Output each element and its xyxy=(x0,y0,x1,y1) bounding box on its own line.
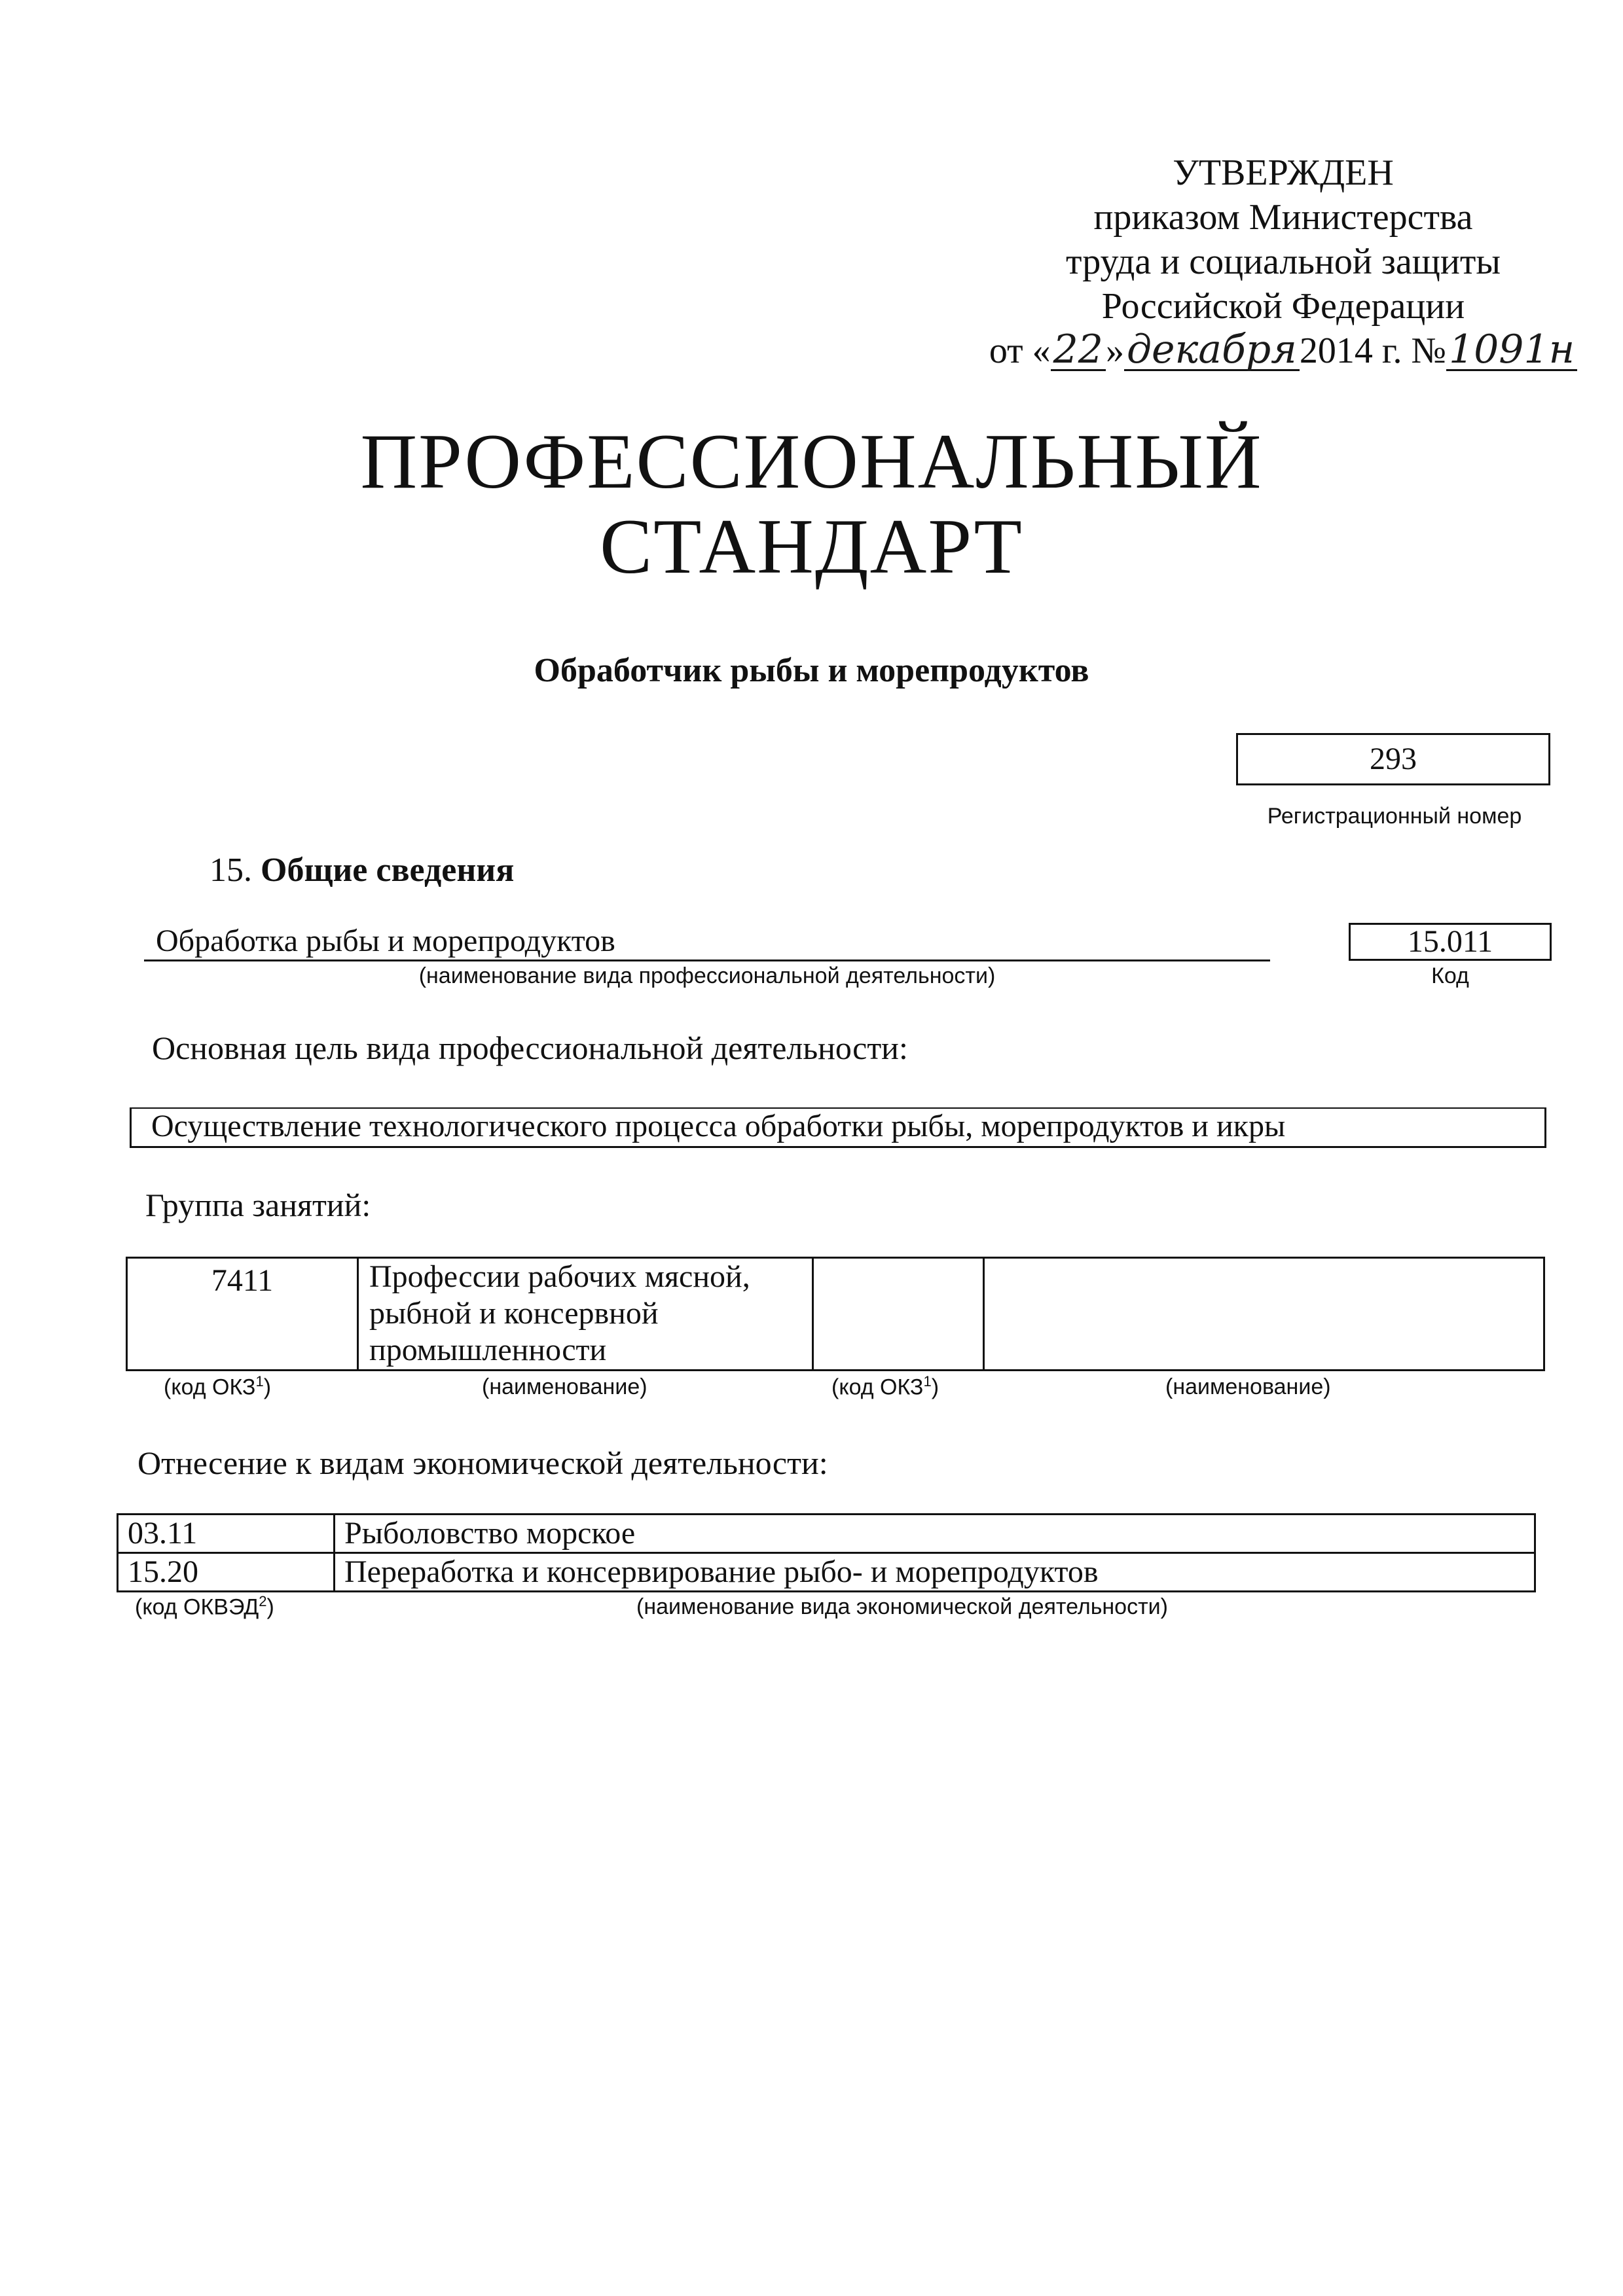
registration-number-caption: Регистрационный номер xyxy=(1267,804,1522,829)
occupation-name-cell-2 xyxy=(984,1258,1544,1371)
order-year: 2014 г. № xyxy=(1299,331,1446,371)
order-line xyxy=(969,329,1597,373)
okz-code-caption-1: (код ОКЗ$^1$) xyxy=(164,1373,272,1400)
okved-name-caption: (наименование вида экономической деятельности) xyxy=(636,1594,1168,1619)
okved-code-caption: (код ОКВЭД$^2$) xyxy=(135,1593,274,1620)
activity-name: Обработка рыбы и морепродуктов xyxy=(144,923,1270,961)
activity-code-box: 15.011 xyxy=(1349,923,1552,961)
approval-heading: УТВЕРЖДЕН xyxy=(1173,152,1394,193)
okved-name-cell: Переработка и консервирование рыбо- и морепродуктов xyxy=(335,1553,1535,1592)
order-month-handwritten: декабря xyxy=(1124,330,1300,371)
order-close-quote: » xyxy=(1105,331,1124,371)
order-number-handwritten: 1091н xyxy=(1446,330,1577,371)
document-title-line-1: ПРОФЕССИОНАЛЬНЫЙ xyxy=(360,418,1263,505)
activity-name-caption: (наименование вида профессиональной деятельности) xyxy=(418,963,996,988)
okved-row xyxy=(118,1553,1535,1592)
goal-label: Основная цель вида профессиональной деятельности: xyxy=(152,1030,908,1066)
approval-block xyxy=(969,151,1597,373)
approval-line-3: труда и социальной защиты xyxy=(1066,242,1501,282)
section-heading xyxy=(210,851,514,889)
okz-code-cell-2 xyxy=(813,1258,984,1371)
goal-text-box: Осуществление технологического процесса обработки рыбы, морепродуктов и икры xyxy=(130,1107,1546,1148)
economic-activity-label: Отнесение к видам экономической деятельности: xyxy=(137,1444,828,1481)
occupation-group-label: Группа занятий: xyxy=(145,1187,371,1223)
standard-name: Обработчик рыбы и морепродуктов xyxy=(534,652,1089,689)
registration-number-box: 293 xyxy=(1236,733,1550,785)
approval-line-4: Российской Федерации xyxy=(1101,286,1465,327)
order-day-handwritten: 22 xyxy=(1051,330,1106,371)
okz-code-caption-2: (код ОКЗ$^1$) xyxy=(831,1373,939,1400)
okved-name-cell: Рыболовство морское xyxy=(335,1515,1535,1553)
section-number: 15. xyxy=(210,852,252,889)
occupation-group-table xyxy=(126,1257,1545,1371)
occupation-name-caption-2: (наименование) xyxy=(1165,1374,1331,1399)
okz-code-cell-1: 7411 xyxy=(127,1258,358,1371)
order-prefix: от « xyxy=(989,331,1051,371)
activity-code-caption: Код xyxy=(1431,963,1469,988)
occupation-name-caption-1: (наименование) xyxy=(482,1374,647,1399)
occupation-name-cell-1: Профессии рабочих мясной, рыбной и консервной промышленности xyxy=(358,1258,813,1371)
section-title: Общие сведения xyxy=(261,852,515,889)
approval-line-2: приказом Министерства xyxy=(1093,197,1473,238)
okved-table xyxy=(117,1513,1536,1592)
okved-code-cell: 15.20 xyxy=(118,1553,335,1592)
okved-code-cell: 03.11 xyxy=(118,1515,335,1553)
occupation-group-row xyxy=(127,1258,1544,1371)
okved-row xyxy=(118,1515,1535,1553)
document-title-line-2: СТАНДАРТ xyxy=(600,503,1023,590)
